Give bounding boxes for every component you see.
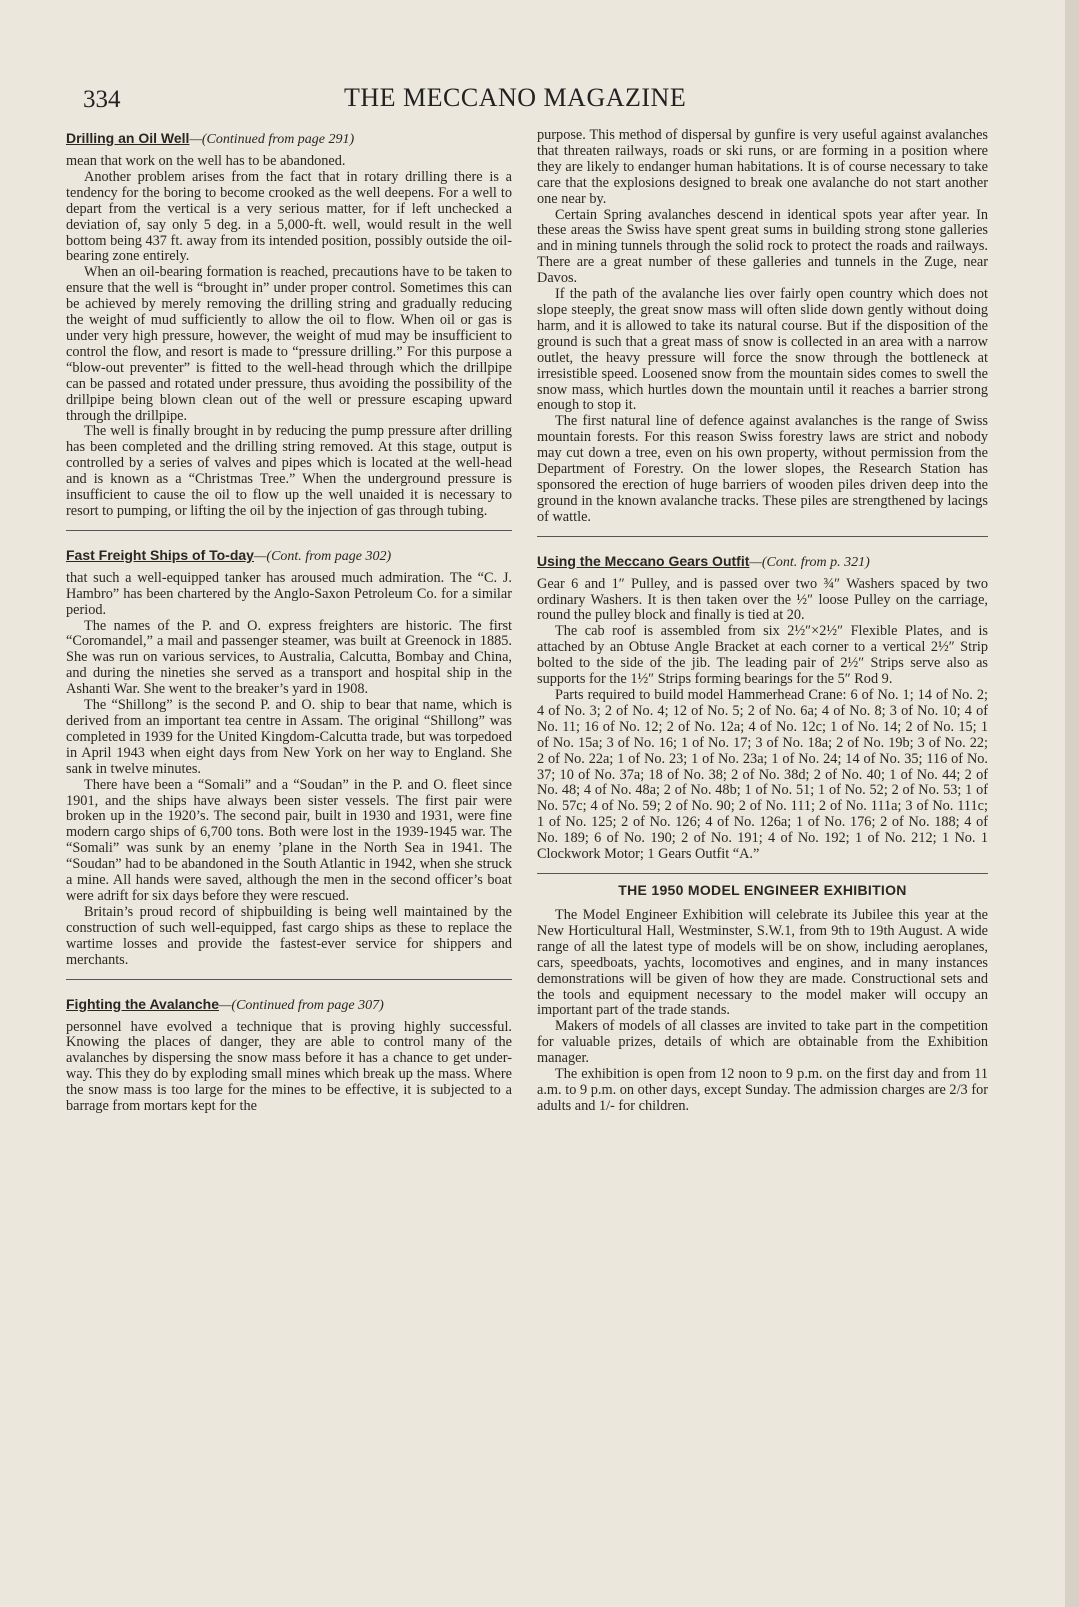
left-column	[66, 128, 512, 1115]
article-heading	[66, 545, 512, 567]
page-number: 334	[83, 86, 121, 113]
article-heading	[537, 551, 988, 573]
article-exhibition	[537, 882, 988, 1115]
article-heading	[66, 994, 512, 1016]
right-column	[537, 128, 988, 1115]
paragraph: The cab roof is assembled from six 2½″×2½″ Flexible Plates, and is attached by an Obtuse Angle Bracket at each corner to a vertical 2½″ Strip bolted to the side of the jib. The leading pair of 2½″ Strips serve also as supports for the 1½″ Strips forming bearings for the 5″ Rod 9.	[537, 623, 988, 688]
paragraph: mean that work on the well has to be abandoned.	[66, 153, 346, 169]
paragraph: The “Shillong” is the second P. and O. ship to bear that name, which is derived from an important tea centre in Assam. The original “Shillong” was completed in 1939 for the United Kingdom-Calcutta trade, but was torpedoed in April 1943 when eight days from New York on her way to England. She sank in twelve minutes.	[66, 697, 512, 777]
article-avalanche-continued	[537, 128, 988, 526]
paragraph: If the path of the avalanche lies over fairly open country which does not slope steeply, the great snow mass will often slide down gently without doing harm, and it is allowed to take its natural course. But if the disposition of the ground is such that a great mass of snow is collected in an area with a narrow outlet, the heavy pressure will force the snow through the bottleneck at irresistible speed. Loosened snow from the mountain sides comes to swell the snow mass, which hurtles down the mountain until it reaches a barrier strong enough to stop it.	[537, 286, 988, 414]
parts-list: Parts required to build model Hammerhead Crane: 6 of No. 1; 14 of No. 2; 4 of No. 3; 2 of No. 4; 12 of No. 5; 2 of No. 6a; 4 of No. 8; 3 of No. 10; 4 of No. 11; 16 of No. 12; 2 of No. 12a; 4 of No. 12c; 1 of No. 14; 2 of No. 15; 1 of No. 15a; 3 of No. 16; 1 of No. 17; 3 of No. 18a; 2 of No. 19b; 3 of No. 22; 2 of No. 22a; 1 of No. 23; 1 of No. 23a; 1 of No. 24; 14 of No. 35; 116 of No. 37; 10 of No. 37a; 18 of No. 38; 2 of No. 38d; 2 of No. 40; 1 of No. 44; 2 of No. 48; 4 of No. 48a; 2 of No. 48b; 1 of No. 51; 1 of No. 52; 2 of No. 53; 1 of No. 57c; 4 of No. 59; 2 of No. 90; 2 of No. 111; 2 of No. 111a; 3 of No. 111c; 1 of No. 125; 2 of No. 126; 4 of No. 126a; 1 of No. 176; 2 of No. 188; 4 of No. 189; 6 of No. 190; 2 of No. 191; 4 of No. 192; 1 of No. 212; 1 No. 1 Clockwork Motor; 1 Gears Outfit “A.”	[537, 687, 988, 863]
continued-note: —(Continued from page 291)	[189, 132, 355, 147]
paragraph: Gear 6 and 1″ Pulley, and is passed over two ¾″ Washers spaced by two ordinary Washers. It is then taken over the ½″ loose Pulley on the carriage, round the pulley block and finally is tied at 20.	[537, 575, 988, 624]
article-title: Fast Freight Ships of To-day	[66, 546, 254, 563]
article-heading	[66, 128, 512, 150]
article-title: THE 1950 MODEL ENGINEER EXHIBITION	[618, 881, 907, 898]
paragraph: that such a well-equipped tanker has aroused much admiration. The “C. J. Hambro” has been chartered by the Anglo-Saxon Petroleum Co. for a similar period.	[66, 569, 512, 618]
paragraph: purpose. This method of dispersal by gunfire is very useful against avalanches that threaten railways, roads or ski runs, or are forming in a position where they are likely to endanger human habitations. It is of course necessary to take care that the explosions designed to break one avalanche do not start another one near by.	[537, 127, 988, 207]
article-title: Fighting the Avalanche	[66, 995, 219, 1012]
page-edge-shadow	[1065, 0, 1079, 1607]
article-title: Using the Meccano Gears Outfit	[537, 552, 750, 569]
article-gears-outfit	[537, 551, 988, 863]
article-avalanche	[66, 994, 512, 1115]
section-divider	[537, 873, 988, 874]
continued-note: —(Continued from page 307)	[218, 997, 384, 1013]
paragraph: The first natural line of defence against avalanches is the range of Swiss mountain forests. For this reason Swiss forestry laws are strict and nobody may cut down a tree, even on his own property, without permission from the Department of Forestry. On the lower slopes, the Research Station has sponsored the erection of huge barriers of wooden piles driven deep into the ground in the known avalanche tracks. These piles are strengthened by lacings of wattle.	[537, 413, 988, 525]
section-divider	[66, 979, 512, 980]
paragraph: Certain Spring avalanches descend in identical spots year after year. In these areas the Swiss have spent great sums in building strong stone galleries and in mining tunnels through the solid rock to protect the roads and railways. There are a great number of these galleries and tunnels in the Zuge, near Davos.	[537, 206, 988, 287]
article-freight-ships	[66, 545, 512, 969]
masthead-title: THE MECCANO MAGAZINE	[344, 83, 687, 112]
paragraph: Another problem arises from the fact that in rotary drilling there is a tendency for the boring to become crooked as the well deepens. For a well to depart from the vertical is a very serious matter, for if left unchecked a deviation of, say only 5 deg. in a 5,000-ft. well, would result in the well bottom being 437 ft. away from its intended position, possibly outside the oil-bearing zone entirely.	[66, 168, 512, 265]
paragraph: personnel have evolved a technique that is proving highly successful. Knowing the places of danger, they are able to control many of the avalanches by dispersing the snow mass before it has a chance to get under-way. This they do by exploding small mines which break up the mass. Where the snow mass is too large for the mines to be effective, it is subjected to a barrage from mortars kept for the	[66, 1018, 512, 1115]
paragraph: The Model Engineer Exhibition will celebrate its Jubilee this year at the New Horticultural Hall, Westminster, S.W.1, from 9th to 19th August. A wide range of all the latest type of models will be on show, including aeroplanes, cars, speedboats, yachts, locomotives and engines, and in many instances demonstrations will be given of how they are made. Constructional sets and the tools and equipment necessary to the model maker will occupy an important part of the trade stands.	[537, 906, 988, 1019]
paragraph: The names of the P. and O. express freighters are historic. The first “Coromandel,” a mail and passenger steamer, was built at Greenock in 1885. She was run on various services, to Australia, Calcutta, Bombay and China, and during the nineties she served as a transport and hospital ship in the Ashanti War. She went to the breaker’s yard in 1908.	[66, 617, 512, 698]
paragraph: There have been a “Somali” and a “Soudan” in the P. and O. fleet since 1901, and the ships have always been sister vessels. The first pair were broken up in the 1920’s. The second pair, built in 1930 and 1931, were fine modern cargo ships of 6,700 tons. Both were lost in the 1939-1945 war. The “Somali” was sunk by an enemy ’plane in the North Sea in 1941. The “Soudan” had to be abandoned in the South Atlantic in 1942, when she struck a mine. All hands were saved, although the men in the second officer’s boat were adrift for six days before they were rescued.	[66, 776, 512, 904]
paragraph: The well is finally brought in by reducing the pump pressure after drilling has been completed and the drilling string removed. At this stage, output is controlled by a series of valves and pipes which is located at the well-head and is known as a “Christmas Tree.” When the underground pressure is insufficient to cause the oil to flow up the well unaided it is necessary to resort to pumping, or lifting the oil by the injection of gas through tubing.	[66, 423, 512, 519]
paragraph: The exhibition is open from 12 noon to 9 p.m. on the first day and from 11 a.m. to 9 p.m. on other days, except Sunday. The admission charges are 2/3 for adults and 1/- for children.	[537, 1066, 988, 1114]
article-drilling	[66, 128, 512, 520]
continued-note: —(Cont. from page 302)	[253, 548, 392, 564]
continued-note: —(Cont. from p. 321)	[749, 554, 870, 570]
section-divider	[66, 530, 512, 531]
article-title: Drilling an Oil Well	[66, 130, 190, 146]
paragraph: Britain’s proud record of shipbuilding is being well maintained by the construction of such well-equipped, fast cargo ships as these to replace the wartime losses and provide the fastest-ever service for shippers and merchants.	[66, 903, 512, 968]
paragraph: When an oil-bearing formation is reached, precautions have to be taken to ensure that the well is “brought in” under proper control. Sometimes this can be achieved by merely removing the drilling string and gradually reducing the weight of mud sufficiently to allow the oil to flow. When oil or gas is under very high pressure, however, the weight of mud may be insufficient to control the flow, and resort is made to “pressure drilling.” For this purpose a “blow-out preventer” is fitted to the well-head through which the drillpipe can be passed and rotated under pressure, thus avoiding the possibility of the drillpipe being blown clean out of the well or pressure escaping upward through the drillpipe.	[66, 264, 512, 424]
section-divider	[537, 536, 988, 537]
paragraph: Makers of models of all classes are invited to take part in the competition for valuable prizes, details of which are obtainable from the Exhibition manager.	[537, 1018, 988, 1067]
